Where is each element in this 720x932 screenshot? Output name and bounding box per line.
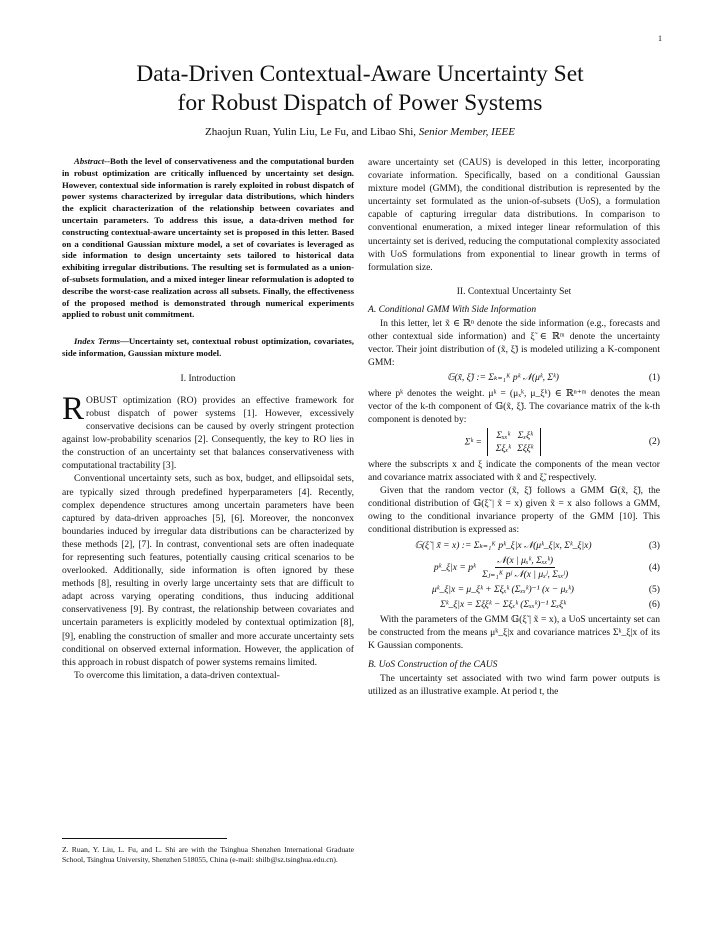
right-paragraph-1: aware uncertainty set (CAUS) is developed in this letter, incorporating covariate information. Specifically, based on a conditional Gaussian mixture model (GMM), the conditional distribution is represented by the uncertainty set formulated as the union-of-subsets (UoS), a formulation capable of capturing irregular data distributions. In comparison to conventional enumeration, a mixed integer linear reformulation of this uncertainty set is derived, reducing the computational complexity associated with UoS formulations from exponential to linear growth in terms of formulation size. [368, 157, 660, 273]
equation-3 [368, 539, 660, 552]
equation-2-expression [368, 428, 638, 456]
section-heading-introduction: I. Introduction [180, 373, 236, 384]
index-terms-text: —Uncertainty set, contextual robust optimization, covariates, side information, Gaussian mixture model. [62, 336, 354, 358]
title-line-2: for Robust Dispatch of Power Systems [177, 90, 543, 116]
title-line-1: Data-Driven Contextual-Aware Uncertainty Set [136, 61, 584, 87]
matrix-cell-xxi: Σₓξᵏ [517, 429, 533, 441]
intro-paragraph-1-text: OBUST optimization (RO) provides an effective framework for robust dispatch of power systems [1]. However, excessively conservative decisions can be caused by overly stringent protection against low-probability scenarios [2]. Consequently, the key to RO lies in the construction of an uncertainty set that balances conservativeness with computational tractability [3]. [62, 394, 354, 472]
equation-4-number: (4) [648, 561, 660, 573]
equation-2 [368, 428, 660, 456]
intro-paragraph-2: Conventional uncertainty sets, such as box, budget, and ellipsoidal sets, are typically sized through predefined hyperparameters [4]. Recently, complex dependence structures among uncertain parameters have been captured by data-driven approaches [5], [6]. Moreover, the nonconvex boundaries induced by irregular data distributions can be characterized by these methods [2], [7]. In contrast, conventional sets are often inadequate for representing such features, potentially causing critical scenarios to be overlooked. Additionally, side information is often ignored by these methods [8], resulting in overly large uncertainty sets that are difficult to adapt across varying operating conditions, thus inducing additional conservativeness [9]. By contrast, the relationship between covariates and uncertain parameters is explicitly modeled by contextual optimization [8], [9], enabling the construction of smaller and more accurate uncertainty sets conditional on observed external information. However, the application of this approach in robust dispatch of power systems remains limited. [62, 473, 354, 668]
footnote: Z. Ruan, Y. Liu, L. Fu, and L. Shi are with the Tsinghua Shenzhen International Graduate School, Tsinghua University, Shenzhen 518055, China (e-mail: shilb@sz.tsinghua.edu.cn). [62, 845, 354, 864]
intro-paragraph-1 [62, 390, 354, 473]
matrix-cell-xx: Σₓₓᵏ [496, 429, 511, 441]
subsection-heading-b: B. UoS Construction of the CAUS [368, 659, 498, 671]
left-column [62, 156, 354, 682]
author-list [40, 126, 680, 138]
equation-6-number: (6) [648, 598, 660, 610]
equation-4-numerator: 𝒩(x | μₓᵏ, Σₓₓᵏ) [495, 554, 555, 568]
section-heading-contextual-uncertainty-set: II. Contextual Uncertainty Set [456, 286, 572, 297]
equation-2-number: (2) [648, 436, 660, 448]
footnote-divider [62, 838, 227, 839]
equation-3-expression: 𝔾(ξ̃ | x̃ = x) := Σₖ₌₁ᴷ pᵏ_ξ|x 𝒩(μᵏ_ξ|x, Σᵏ_ξ|x) [414, 539, 592, 551]
right-column [368, 156, 660, 699]
equation-4-fraction [480, 554, 570, 581]
equation-6-expression: Σᵏ_ξ|x = Σξξᵏ − Σξₓᵏ (Σₓₓᵏ)⁻¹ Σₓξᵏ [440, 598, 566, 610]
abstract-label: Abstract [74, 156, 105, 166]
author-names: Zhaojun Ruan, Yulin Liu, Le Fu, and Libao Shi, [205, 126, 419, 138]
section-a-paragraph-2: where pᵏ denotes the weight. μᵏ = (μₓᵏ, μ_ξᵏ) ∈ ℝⁿ⁺ᵐ denotes the mean vector of the k-th component of 𝔾(x̃, ξ̃). The covariance matrix of the k-th component is denoted by: [368, 387, 660, 425]
equation-5-expression: μᵏ_ξ|x = μ_ξᵏ + Σξₓᵏ (Σₓₓᵏ)⁻¹ (x − μₓᵏ) [432, 583, 574, 595]
subsection-heading-a: A. Conditional GMM With Side Information [368, 303, 537, 315]
equation-4-expression [368, 554, 638, 581]
equation-1-expression: 𝔾(x̃, ξ̃) := Σₖ₌₁ᴷ pᵏ 𝒩(μᵏ, Σᵏ) [447, 372, 559, 384]
equation-3-number: (3) [648, 539, 660, 551]
section-a-paragraph-3: where the subscripts x and ξ indicate the components of the mean vector and covariance matrix associated with x̃ and ξ̃, respectively. [368, 458, 660, 484]
intro-paragraph-3: To overcome this limitation, a data-driven contextual- [74, 669, 280, 681]
equation-1 [368, 371, 660, 384]
equation-4-denominator: Σⱼ₌₁ᴷ pʲ 𝒩(x | μₓʲ, Σₓₓʲ) [482, 568, 569, 580]
paper-title [40, 60, 680, 118]
matrix-cell-xix: Σξₓᵏ [495, 442, 511, 454]
author-role: Senior Member, IEEE [418, 126, 515, 138]
abstract-text: --Both the level of conservativeness and the computational burden in robust optimization are critically influenced by uncertainty set design. However, contextual side information is rarely exploited in robust dispatch of power systems characterized by irregular data distributions, which hinders the explicit characterization of the relationship between covariates and uncertain parameters. To address this issue, a data-driven method for constructing contextual-aware uncertainty set is proposed in this letter. Based on a conditional Gaussian mixture model, a set of covariates is leveraged as side information to design uncertainty sets tailored to historical data exhibiting irregular distributions. The resulting set is formulated as a union-of-subsets formulation, and a mixed integer linear reformulation is adopted to describe the worst-case realization across all subsets. Finally, the effectiveness of the proposed method is demonstrated through numerical experiments applied to robust unit commitment. [62, 156, 354, 320]
page-number: 1 [658, 34, 662, 43]
equation-6 [368, 598, 660, 611]
drop-cap: R [62, 390, 85, 427]
abstract [62, 156, 354, 321]
section-b-paragraph-1: The uncertainty set associated with two wind farm power outputs is utilized as an illustrative example. At period t, the [368, 673, 660, 698]
matrix-cell-xixi: Σξξᵏ [517, 442, 534, 454]
equation-4-lhs: pᵏ_ξ|x = pᵏ [433, 561, 476, 573]
covariance-matrix [487, 428, 541, 456]
equation-5 [368, 583, 660, 596]
index-terms-label: Index Terms [74, 336, 121, 347]
section-a-paragraph-5: With the parameters of the GMM 𝔾(ξ̃ | x̃ = x), a UoS uncertainty set can be constructed from the means μᵏ_ξ|x and covariance matrices Σᵏ_ξ|x of its K Gaussian components. [368, 614, 660, 652]
equation-4 [368, 554, 660, 581]
equation-1-number: (1) [648, 372, 660, 384]
equation-5-number: (5) [648, 583, 660, 595]
index-terms [62, 336, 354, 360]
section-a-paragraph-1: In this letter, let x̃ ∈ ℝⁿ denote the side information (e.g., forecasts and other contextual side information) and ξ̃ ∈ ℝᵐ denote the uncertainty vector. Their joint distribution of (x̃, ξ̃) is modeled utilizing a K-component GMM: [368, 318, 660, 369]
equation-2-lhs: Σᵏ = [464, 436, 482, 448]
section-a-paragraph-4: Given that the random vector (x̃, ξ̃) follows a GMM 𝔾(x̃, ξ̃), the conditional distribution of 𝔾(ξ̃ | x̃ = x) given x̃ = x also follows a GMM, owing to the conditional invariance property of the GMM [10]. This conditional distribution is expressed as: [368, 485, 660, 536]
